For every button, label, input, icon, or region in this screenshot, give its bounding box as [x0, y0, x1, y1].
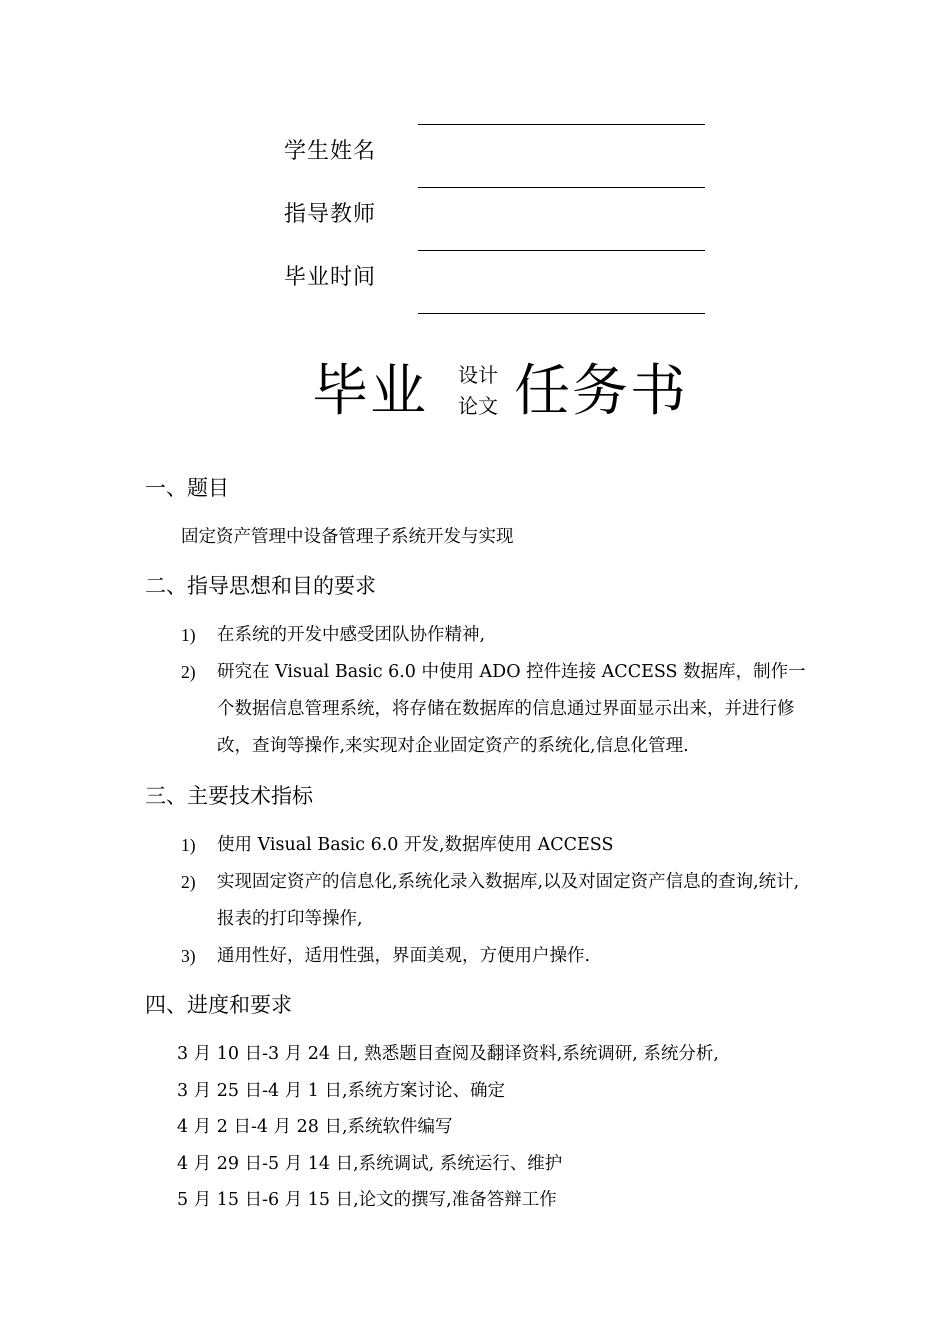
section-3-heading: 三、主要技术指标	[145, 784, 313, 808]
student-name-row	[284, 132, 724, 172]
schedule-item: 4 月 2 日-4 月 28 日,系统软件编写	[177, 1117, 453, 1137]
section-2-item-2-number: 2)	[181, 662, 196, 682]
graduation-time-line[interactable]	[418, 313, 705, 314]
section-2-item-1-text: 在系统的开发中感受团队协作精神,	[217, 625, 486, 645]
advisor-label: 指导教师	[284, 202, 377, 227]
graduation-time-row	[284, 258, 724, 298]
student-name-label: 学生姓名	[284, 139, 377, 164]
schedule-item: 3 月 25 日-4 月 1 日,系统方案讨论、确定	[177, 1081, 506, 1101]
section-3-item-1-text: 使用 Visual Basic 6.0 开发,数据库使用 ACCESS	[217, 835, 614, 855]
title-left: 毕业	[312, 359, 428, 424]
section-3-item-1-number: 1)	[181, 835, 196, 855]
section-2-heading: 二、指导思想和目的要求	[145, 574, 376, 598]
schedule-item: 5 月 15 日-6 月 15 日,论文的撰写,准备答辩工作	[177, 1190, 557, 1210]
section-4-heading: 四、进度和要求	[145, 993, 292, 1017]
section-1-heading: 一、题目	[145, 476, 229, 500]
title-small-bottom: 论文	[458, 394, 498, 418]
advisor-line[interactable]	[418, 250, 705, 251]
section-2-item-1-number: 1)	[181, 625, 196, 645]
student-name-line[interactable]	[418, 187, 705, 188]
section-3-item-3-text: 通用性好，适用性强，界面美观，方便用户操作.	[217, 946, 591, 966]
schedule-item: 4 月 29 日-5 月 14 日,系统调试, 系统运行、维护	[177, 1154, 563, 1174]
graduation-time-label: 毕业时间	[284, 265, 377, 290]
title-right: 任务书	[514, 359, 688, 424]
section-3-item-2-number: 2)	[181, 872, 196, 892]
section-2-item-2-text: 研究在 Visual Basic 6.0 中使用 ADO 控件连接 ACCESS 数据库，制作一个数据信息管理系统，将存储在数据库的信息通过界面显示出来，并进行修改，查询等操作,来实现对企业固定资产的系统化,信息化管理.	[217, 662, 806, 756]
student-name-top-line	[418, 124, 705, 125]
advisor-row	[284, 195, 724, 235]
schedule-item: 3 月 10 日-3 月 24 日, 熟悉题目查阅及翻译资料,系统调研, 系统分析,	[177, 1044, 719, 1064]
title-small-top: 设计	[458, 363, 498, 387]
section-3-item-2-text: 实现固定资产的信息化,系统化录入数据库,以及对固定资产信息的查询,统计,报表的打印等操作,	[217, 872, 800, 929]
document-title	[312, 352, 732, 432]
section-1-text: 固定资产管理中设备管理子系统开发与实现	[181, 527, 514, 547]
section-3-item-3-number: 3)	[181, 946, 196, 966]
